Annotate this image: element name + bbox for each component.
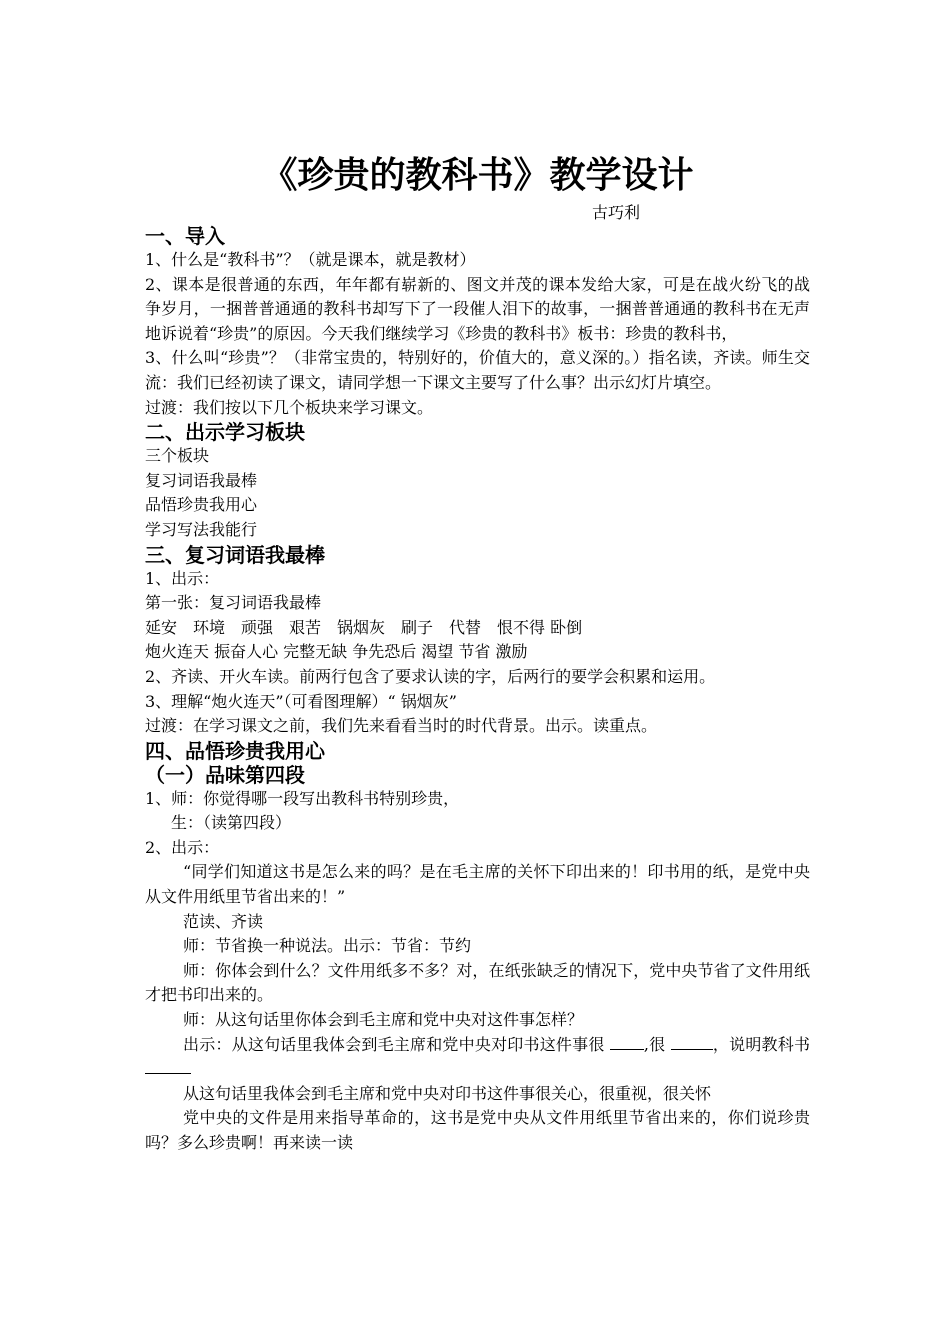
paragraph: 1、出示：: [145, 568, 220, 588]
section-3-heading: 三、复习词语我最棒: [145, 542, 325, 567]
fill-in-text: ，说明教科书: [712, 1034, 810, 1054]
author-name: 古巧利: [591, 203, 640, 222]
list-item: 学习写法我能行: [145, 519, 258, 539]
paragraph: 1、师：你觉得哪一段写出教科书特别珍贵，: [145, 788, 460, 808]
document-title: 《珍贵的教科书》教学设计: [261, 154, 694, 196]
subsection-heading: （一）品味第四段: [145, 762, 305, 787]
section-4-heading: 四、品悟珍贵我用心: [145, 738, 325, 763]
list-item: 三个板块: [145, 446, 210, 466]
paragraph: 2、出示：: [145, 837, 220, 857]
paragraph: 从这句话里我体会到毛主席和党中央对印书这件事很关心，很重视，很关怀: [183, 1083, 712, 1103]
paragraph: 2、课本是很普通的东西，年年都有崭新的、图文并茂的课本发给大家，可是在战火纷飞的战争岁月，一捆普普通通的教科书却写下了一段催人泪下的故事，一捆普普通通的教科书在无声地诉说着“珍贵”的原因。今天我们继续学习《珍贵的教科书》板书：珍贵的教科书，: [145, 274, 810, 343]
word-list: 炮火连天 振奋人心 完整无缺 争先恐后 渴望 节省 激励: [145, 642, 528, 662]
paragraph: 生：（读第四段）: [171, 813, 292, 833]
fill-in-text: 出示：从这句话里我体会到毛主席和党中央对印书这件事很: [183, 1034, 610, 1054]
paragraph: 过渡：在学习课文之前，我们先来看看当时的时代背景。出示。读重点。: [145, 716, 658, 736]
paragraph: 3、什么叫“珍贵”？（非常宝贵的，特别好的，价值大的，意义深的。）指名读，齐读。师生交流：我们已经初读了课文，请同学想一下课文主要写了什么事？出示幻灯片填空。: [145, 348, 810, 392]
paragraph: 过渡：我们按以下几个板块来学习课文。: [145, 397, 434, 417]
list-item: 复习词语我最棒: [145, 470, 258, 490]
paragraph: 3、理解“炮火连天”（可看图理解）“ 锅烟灰”: [145, 691, 457, 711]
fill-in-blank: [671, 1033, 713, 1050]
paragraph: 第一张：复习词语我最棒: [145, 593, 322, 613]
section-2-heading: 二、出示学习板块: [145, 420, 305, 445]
paragraph: 师：从这句话里你体会到毛主席和党中央对这件事怎样？: [183, 1010, 584, 1030]
fill-in-blank: [610, 1033, 644, 1050]
paragraph: 1、什么是“教科书”？（就是课本，就是教材）: [145, 250, 476, 269]
paragraph: 2、齐读、开火车读。前两行包含了要求认读的字，后两行的要学会积累和运用。: [145, 666, 716, 686]
paragraph: 党中央的文件是用来指导革命的，这书是党中央从文件用纸里节省出来的，你们说珍贵吗？多么珍贵啊！再来读一读: [145, 1108, 810, 1152]
paragraph: 师：你体会到什么？文件用纸多不多？对，在纸张缺乏的情况下，党中央节省了文件用纸才把书印出来的。: [145, 960, 810, 1005]
word-list: 延安 环境 顽强 艰苦 锅烟灰 刷子 代替 恨不得 卧倒: [145, 617, 583, 637]
fill-in-blank: [145, 1057, 191, 1074]
paragraph: 师：节省换一种说法。出示：节省：节约: [183, 936, 472, 956]
section-1-heading: 一、导入: [145, 224, 225, 248]
paragraph: 范读、齐读: [183, 911, 264, 931]
list-item: 品悟珍贵我用心: [145, 495, 258, 515]
fill-in-text: ,很: [643, 1034, 671, 1054]
fill-in-paragraph: [145, 1033, 810, 1082]
quote-paragraph: “同学们知道这书是怎么来的吗？是在毛主席的关怀下印出来的！印书用的纸，是党中央从文件用纸里节省出来的！”: [145, 862, 810, 907]
document-body: [145, 148, 810, 1156]
